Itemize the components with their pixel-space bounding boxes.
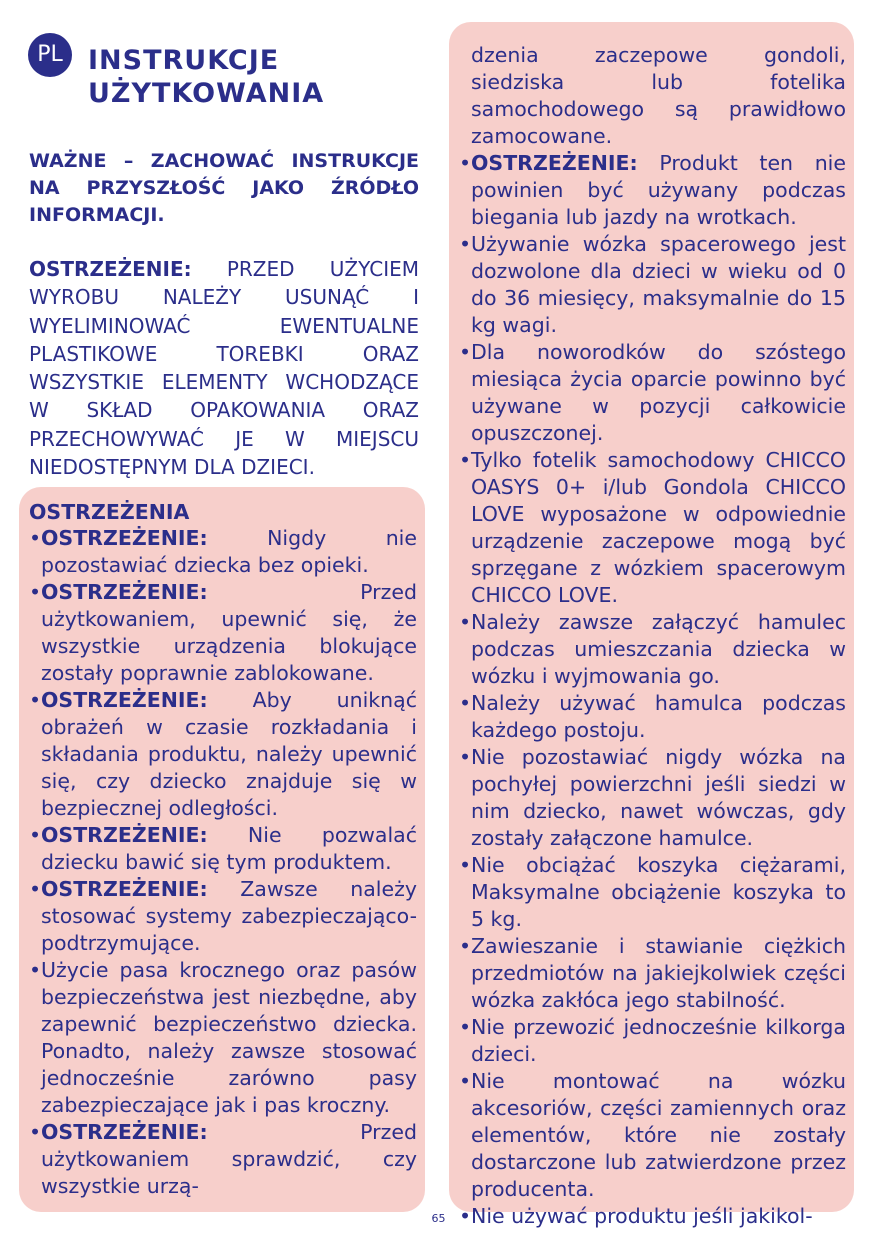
warnings-panel-left: [19, 487, 425, 1212]
warning-text: Używanie wózka spacerowego jest dozwolone dla dzieci w wieku od 0 do 36 miesięcy, maksymalnie do 15 kg wagi.: [471, 232, 846, 337]
page-title: INSTRUKCJE UŻYTKOWANIA: [88, 45, 325, 109]
intro-warning-text: PRZED UŻYCIEM WYROBU NALEŻY USUNĄĆ I WYELIMINOWAĆ EWENTUALNE PLASTIKOWE TOREBKI ORAZ WSZYSTKIE ELEMENTY WCHODZĄCE W SKŁAD OPAKOWANIA ORAZ PRZECHOWYWAĆ JE W MIEJSCU NIEDOSTĘPNYM DLA DZIECI.: [29, 257, 419, 480]
warning-label: OSTRZEŻENIE:: [41, 823, 208, 847]
warning-text: Nie używać produktu jeśli jakikol-: [471, 1204, 813, 1228]
bullet-icon: •: [459, 340, 472, 364]
bullet-icon: •: [459, 691, 472, 715]
language-badge: PL: [28, 33, 72, 77]
warning-text: Nie obciążać koszyka ciężarami, Maksymalne obciążenie koszyka to 5 kg.: [471, 853, 846, 931]
warning-continuation: dzenia zaczepowe gondoli, siedziska lub fotelika samochodowego są prawidłowo zamocowane.: [471, 43, 846, 148]
bullet-icon: •: [459, 232, 472, 256]
warning-text: Nie przewozić jednocześnie kilkorga dzieci.: [471, 1015, 846, 1066]
bullet-icon: •: [459, 1204, 472, 1228]
warning-text: Użycie pasa krocznego oraz pasów bezpieczeństwa jest niezbędne, aby zapewnić bezpieczeństwo dziecka. Ponadto, należy zawsze stosować jednocześnie zarówno pasy zabezpieczające jak i pas kroczny.: [41, 958, 417, 1117]
warning-item: [459, 150, 846, 231]
important-notice: WAŻNE – ZACHOWAĆ INSTRUKCJE NA PRZYSZŁOŚĆ JAKO ŹRÓDŁO INFORMACJI.: [29, 150, 419, 226]
warning-item: [459, 1014, 846, 1068]
warning-item: [459, 609, 846, 690]
warning-text: Zawieszanie i stawianie ciężkich przedmiotów na jakiejkolwiek części wózka zakłóca jego stabilność.: [471, 934, 846, 1012]
bullet-icon: •: [29, 823, 42, 847]
warning-item: [29, 876, 417, 957]
warning-item: [29, 579, 417, 687]
warning-item: [459, 231, 846, 339]
warning-text: Tylko fotelik samochodowy CHICCO OASYS 0+ i/lub Gondola CHICCO LOVE wyposażone w odpowiednie urządzenie zaczepowe mogą być sprzęgane z wózkiem spacerowym CHICCO LOVE.: [471, 448, 846, 607]
bullet-icon: •: [459, 1069, 472, 1093]
warnings-heading: OSTRZEŻENIA: [29, 500, 190, 524]
warning-text: Produkt ten nie powinien być używany podczas biegania lub jazdy na wrotkach.: [471, 151, 846, 229]
warning-item: [29, 822, 417, 876]
warning-label: OSTRZEŻENIE:: [41, 1120, 208, 1144]
bullet-icon: •: [459, 151, 472, 175]
warning-item: [29, 957, 417, 1119]
warning-item: [459, 744, 846, 852]
intro-warning-label: OSTRZEŻENIE:: [29, 257, 192, 281]
bullet-icon: •: [29, 877, 42, 901]
warning-item: [459, 933, 846, 1014]
warning-item: [29, 687, 417, 822]
warning-text: Należy zawsze załączyć hamulec podczas umieszczania dziecka w wózku i wyjmowania go.: [471, 610, 846, 688]
warning-label: OSTRZEŻENIE:: [41, 688, 208, 712]
bullet-icon: •: [459, 934, 472, 958]
bullet-icon: •: [459, 610, 472, 634]
warnings-list-left: [29, 525, 417, 1200]
bullet-icon: •: [29, 526, 42, 550]
warning-text: Aby uniknąć obrażeń w czasie rozkładania i składania produktu, należy upewnić się, czy dziecko znajduje się w bezpiecznej odległości.: [41, 688, 417, 820]
warning-text: Nie montować na wózku akcesoriów, części zamiennych oraz elementów, które nie zostały dostarczone lub zatwierdzone przez producenta.: [471, 1069, 846, 1201]
intro-warning: [29, 255, 419, 481]
warning-text: Dla noworodków do szóstego miesiąca życia oparcie powinno być używane w pozycji całkowicie opuszczonej.: [471, 340, 846, 445]
bullet-icon: •: [29, 688, 42, 712]
bullet-icon: •: [29, 958, 42, 982]
warnings-list-right: [459, 150, 846, 1230]
warning-text: Należy używać hamulca podczas każdego postoju.: [471, 691, 846, 742]
bullet-icon: •: [459, 745, 472, 769]
bullet-icon: •: [29, 1120, 42, 1144]
warning-label: OSTRZEŻENIE:: [41, 580, 208, 604]
bullet-icon: •: [459, 448, 472, 472]
warning-label: OSTRZEŻENIE:: [41, 877, 208, 901]
warning-item: [459, 447, 846, 609]
warning-item: [459, 690, 846, 744]
warning-text: Nigdy nie pozostawiać dziecka bez opieki.: [41, 526, 417, 577]
warning-label: OSTRZEŻENIE:: [41, 526, 208, 550]
warning-item: [459, 852, 846, 933]
warning-label: OSTRZEŻENIE:: [471, 151, 638, 175]
warning-text: Nie pozostawiać nigdy wózka na pochyłej powierzchni jeśli siedzi w nim dziecko, nawet wówczas, gdy zostały załączone hamulce.: [471, 745, 846, 850]
warnings-panel-right: [449, 22, 854, 1228]
bullet-icon: •: [29, 580, 42, 604]
warning-text: Przed użytkowaniem, upewnić się, że wszystkie urządzenia blokujące zostały poprawnie zablokowane.: [41, 580, 417, 685]
page-number: 65: [431, 1212, 446, 1225]
warning-text: Zawsze należy stosować systemy zabezpieczająco-podtrzymujące.: [41, 877, 417, 955]
warning-text: Przed użytkowaniem sprawdzić, czy wszystkie urzą-: [41, 1120, 417, 1198]
warning-item: [459, 339, 846, 447]
warning-text: Nie pozwalać dziecku bawić się tym produktem.: [41, 823, 417, 874]
warning-item: [29, 525, 417, 579]
warning-item: [29, 1119, 417, 1200]
bullet-icon: •: [459, 853, 472, 877]
warning-item: [459, 1068, 846, 1203]
bullet-icon: •: [459, 1015, 472, 1039]
